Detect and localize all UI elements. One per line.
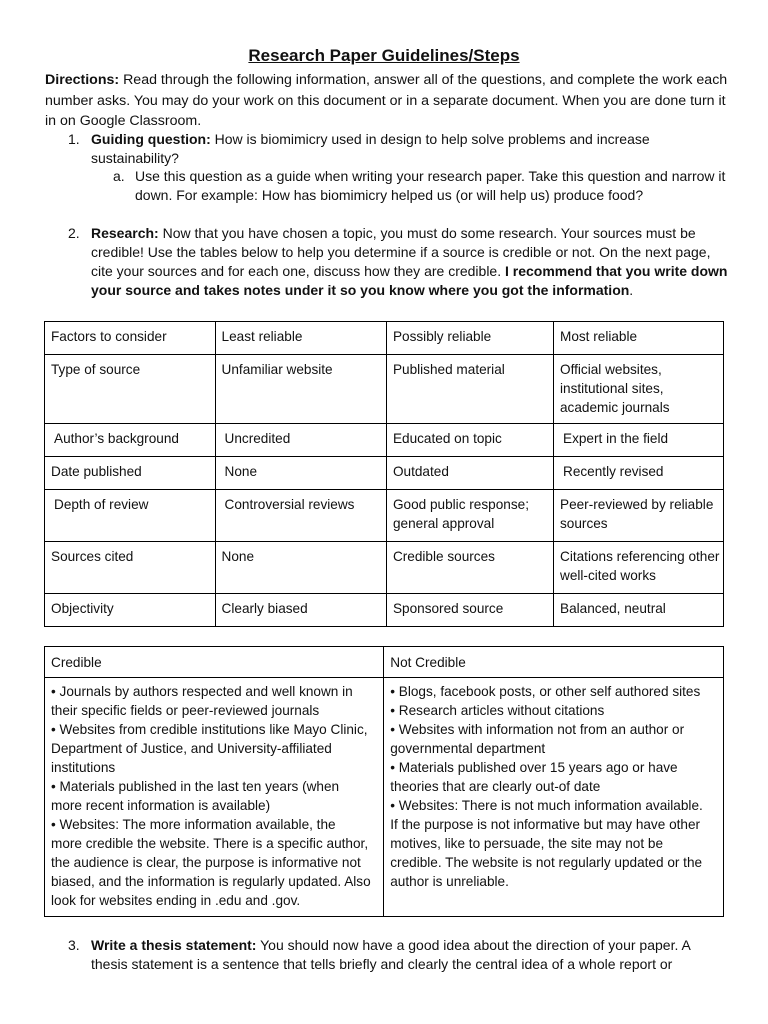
row-date-possibly: Outdated	[386, 457, 553, 490]
item2-number: 2.	[68, 225, 80, 241]
credible-line: the audience is clear, the purpose is informative not	[51, 855, 361, 870]
item1-line2: sustainability?	[91, 150, 179, 166]
item3-line1: You should now have a good idea about the direction of your paper. A	[260, 937, 691, 953]
item3-text	[91, 936, 731, 974]
not-credible-line: • Websites: There is not much information available.	[390, 798, 703, 813]
item2-line4-end: .	[629, 282, 634, 298]
row-date-most: Recently revised	[554, 457, 724, 490]
header-credible: Credible	[45, 647, 384, 678]
credible-line: more credible the website. There is a specific author,	[51, 836, 369, 851]
reliability-header-row	[45, 322, 724, 355]
not-credible-line: theories that are clearly out-of date	[390, 779, 601, 794]
item1-sub-line2: down. For example: How has biomimicry helped us (or will help us) produce food?	[135, 187, 644, 203]
not-credible-line: If the purpose is not informative but may have other	[390, 817, 701, 832]
header-most-reliable: Most reliable	[554, 322, 724, 355]
credible-line: Department of Justice, and University-affiliated	[51, 741, 332, 756]
not-credible-line: governmental department	[390, 741, 546, 756]
credible-line: more recent information is available)	[51, 798, 271, 813]
table-row	[45, 355, 724, 424]
not-credible-line: • Blogs, facebook posts, or other self authored sites	[390, 684, 701, 699]
item1-number: 1.	[68, 131, 80, 147]
header-factors: Factors to consider	[45, 322, 216, 355]
not-credible-line: credible. The website is not regularly updated or the	[390, 855, 703, 870]
header-possibly-reliable: Possibly reliable	[386, 322, 553, 355]
table-row	[45, 490, 724, 542]
row-date-factor: Date published	[45, 457, 216, 490]
item2-line3-bold: I recommend that you write down	[505, 263, 728, 279]
item3-number: 3.	[68, 937, 80, 953]
table-row	[45, 457, 724, 490]
row-review-least: Controversial reviews	[215, 490, 386, 542]
header-least-reliable: Least reliable	[215, 322, 386, 355]
row-cited-factor: Sources cited	[45, 542, 216, 594]
table-row	[45, 542, 724, 594]
directions-label: Directions:	[45, 72, 120, 88]
item1-line1: How is biomimicry used in design to help solve problems and increase	[214, 131, 650, 147]
item1-text	[91, 130, 731, 168]
not-credible-line: • Materials published over 15 years ago or have	[390, 760, 678, 775]
not-credible-line: motives, like to persuade, the site may not be	[390, 836, 664, 851]
row-type-most: Official websites, institutional sites, academic journals	[554, 355, 724, 424]
row-date-least: None	[215, 457, 386, 490]
item2-line4-bold: your source and takes notes under it so you know where you got the information	[91, 282, 630, 298]
credible-line: institutions	[51, 760, 116, 775]
row-review-possibly: Good public response; general approval	[386, 490, 553, 542]
item1-sub-text	[135, 167, 735, 205]
item3-line2: thesis statement is a sentence that tells briefly and clearly the central idea of a whole report or	[91, 956, 673, 972]
credibility-body-row	[45, 678, 724, 917]
row-author-least: Uncredited	[215, 424, 386, 457]
credible-line: biased, and the information is regularly updated. Also	[51, 874, 371, 889]
credible-cell	[45, 678, 384, 917]
directions-paragraph	[45, 70, 735, 132]
not-credible-line: author is unreliable.	[390, 874, 509, 889]
item2-label: Research:	[91, 225, 159, 241]
item2-line1: Now that you have chosen a topic, you must do some research. Your sources must be	[162, 225, 696, 241]
row-cited-most: Citations referencing other well-cited works	[554, 542, 724, 594]
row-author-factor: Author’s background	[45, 424, 216, 457]
reliability-table	[44, 321, 724, 627]
item2-line2: credible! Use the tables below to help you determine if a source is credible or not. On the next page,	[91, 244, 711, 260]
not-credible-line: • Research articles without citations	[390, 703, 605, 718]
item3-label: Write a thesis statement:	[91, 937, 257, 953]
row-objectivity-most: Balanced, neutral	[554, 594, 724, 627]
row-cited-least: None	[215, 542, 386, 594]
directions-text: Read through the following information, answer all of the questions, and complete the work each number asks. You may do your work on this document or in a separate document. When you are done turn it in on Google Classroom.	[45, 72, 728, 129]
item2-line3: cite your sources and for each one, discuss how they are credible.	[91, 263, 502, 279]
item1-label: Guiding question:	[91, 131, 211, 147]
credibility-table	[44, 646, 724, 917]
item2-text	[91, 224, 731, 300]
credible-line: • Materials published in the last ten years (when	[51, 779, 340, 794]
row-type-least: Unfamiliar website	[215, 355, 386, 424]
item1-sub-letter: a.	[113, 168, 125, 184]
row-author-most: Expert in the field	[554, 424, 724, 457]
row-objectivity-least: Clearly biased	[215, 594, 386, 627]
credible-line: • Websites from credible institutions like Mayo Clinic,	[51, 722, 368, 737]
row-objectivity-possibly: Sponsored source	[386, 594, 553, 627]
credibility-header-row	[45, 647, 724, 678]
page-title: Research Paper Guidelines/Steps	[248, 46, 520, 65]
not-credible-line: • Websites with information not from an author or	[390, 722, 685, 737]
row-objectivity-factor: Objectivity	[45, 594, 216, 627]
row-type-factor: Type of source	[45, 355, 216, 424]
table-row	[45, 594, 724, 627]
table-row	[45, 424, 724, 457]
header-not-credible: Not Credible	[384, 647, 724, 678]
row-review-factor: Depth of review	[45, 490, 216, 542]
row-type-possibly: Published material	[386, 355, 553, 424]
row-cited-possibly: Credible sources	[386, 542, 553, 594]
credible-line: • Journals by authors respected and well known in	[51, 684, 353, 699]
not-credible-cell	[384, 678, 724, 917]
credible-line: look for websites ending in .edu and .gov.	[51, 893, 301, 908]
row-author-possibly: Educated on topic	[386, 424, 553, 457]
item1-sub-line1: Use this question as a guide when writing your research paper. Take this question and narrow it	[135, 168, 726, 184]
row-review-most: Peer-reviewed by reliable sources	[554, 490, 724, 542]
credible-line: their specific fields or peer-reviewed journals	[51, 703, 320, 718]
credible-line: • Websites: The more information available, the	[51, 817, 336, 832]
